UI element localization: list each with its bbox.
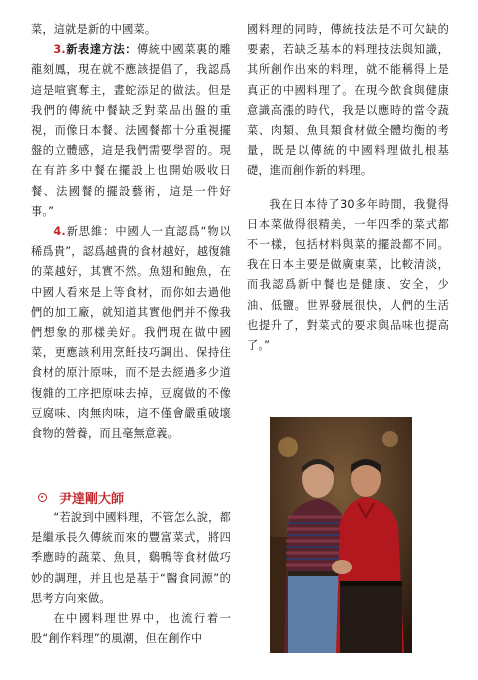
target-circle-icon xyxy=(38,493,47,502)
paragraph-intro-end: 菜，這就是新的中國菜。 xyxy=(31,23,157,36)
paragraph-creative-cuisine: 在中國料理世界中，也流行着一股“創作料理”的風潮，但在創作中 xyxy=(31,612,231,646)
paragraph-quote-start: “若說到中國料理，不管怎么說，都是繼承長久傳統而來的豐富菜式，將四季應時的蔬菜、魚貝，鷄鴨等食材做巧妙的調理，并且也是基于“醫食同源”的思考方向來做。 xyxy=(31,511,231,605)
point-number: 4. xyxy=(53,225,66,239)
point-heading: 新表達方法： xyxy=(65,43,138,57)
right-column xyxy=(247,20,449,356)
point-heading: 新思維： xyxy=(65,225,116,239)
point-body: 傳統中國菜裏的雕龍刻鳳，現在就不應該提倡了，我認爲這是喧賓奪主，晝蛇添足的做法。但是我們的傳統中餐缺乏對菜品出盤的重視，而像日本餐、法國餐都十分重視擺盤的立體感，這是我們需要學習的。現在有許多中餐在擺設上也開始吸收日餐、法國餐的擺設藝術，這是一件好事。” xyxy=(31,43,231,218)
point-number: 3. xyxy=(53,43,66,57)
left-column xyxy=(31,20,231,444)
two-men-portrait-image xyxy=(270,417,412,653)
section-heading xyxy=(38,488,124,507)
point-body: 中國人一直認爲“物以稀爲貴”，認爲越貴的食材越好，越復雜的菜越好，其實不然。魚翅和鮑魚，在中國人看來是上等食材，而你如去過他們的加工廠，就知道其實他們并不像我們想象的那樣美好。我們現在做中國菜，更應該利用烹飪技巧調出、保持住食材的原汁原味，而不是去經過多少道復雜的工序把原味去掉，豆腐做的不像豆腐味、肉無肉味，這不僅會嚴重破壞食物的營養，而且毫無意義。 xyxy=(31,225,231,441)
paragraph-continued: 國料理的同時，傳統技法是不可欠缺的要素，若缺乏基本的料理技法與知識，其所創作出來的料理，就不能稱得上是真正的中國料理了。在現今飲食與健康意識高漲的時代，我是以應時的當令蔬菜、肉類、魚貝類食材做全體均衡的考量，既是以傳統的中國料理做扎根基礎，進而創作新的料理。 xyxy=(247,23,449,178)
chef-photo xyxy=(270,417,412,653)
section-title: 尹達剛大師 xyxy=(59,492,125,507)
paragraph-point-3 xyxy=(31,40,231,222)
section-body xyxy=(31,508,231,649)
paragraph-point-4 xyxy=(31,222,231,444)
paragraph-japan-experience: 我在日本待了30多年時間，我覺得日本菜做得很精美，一年四季的菜式都不一樣，包括材料與菜的擺設都不同。我在日本主要是做廣東菜，比較清淡，而我認爲新中餐也是健康、安全，少油、低鹽。世界發展很快，人們的生活也提升了，對菜式的要求與品味也提高了。” xyxy=(247,197,449,353)
